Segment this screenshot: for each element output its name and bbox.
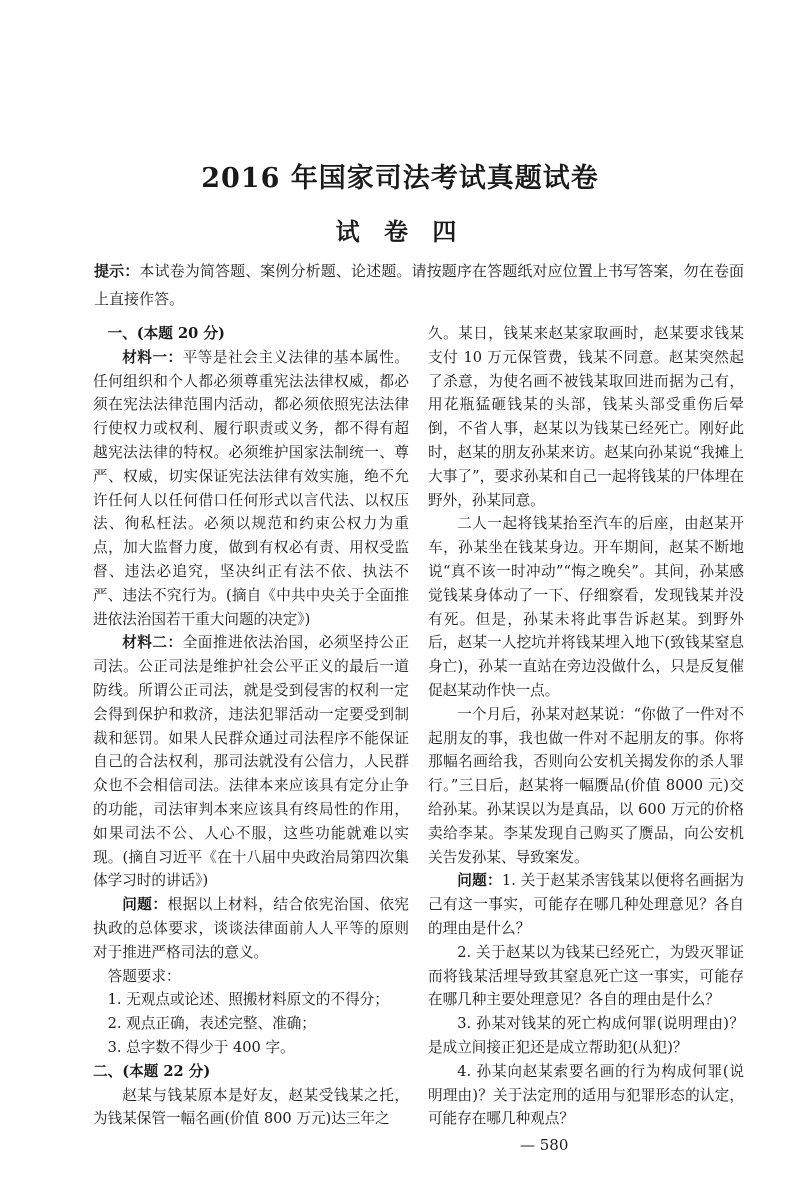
question-1-label: 问题： xyxy=(122,896,168,914)
material-2-text: 全面推进依法治国，必须坚持公正司法。公正司法是维护社会公平正义的最后一道防线。所谓公正司法，就是受到侵害的权利一定会得到保护和救济，违法犯罪活动一定要受到制裁和惩罚。如果人民群众通过司法程序不能保证自己的合法权利，那司法就没有公信力，人民群众也不会相信司法。法律本来应该具有定分止争的功能，司法审判本来应该具有终局性的作用，如果司法不公、人心不服，这些功能就难以实现。(摘自习近平《在十八届中央政治局第四次集体学习时的讲话》) xyxy=(93,634,409,890)
paper-subtitle: 试 卷 四 xyxy=(335,217,465,246)
question-2-item-3: 3. 孙某对钱某的死亡构成何罪(说明理由)？是成立间接正犯还是成立帮助犯(从犯)？ xyxy=(428,1015,744,1056)
notice-text: 本试卷为简答题、案例分析题、论述题。请按题序在答题纸对应位置上书写答案，勿在卷面上直接作答。 xyxy=(94,262,744,308)
case-paragraph-2: 二人一起将钱某抬至汽车的后座，由赵某开车，孙某坐在钱某身边。开车期间，赵某不断地说“真不该一时冲动”“悔之晚矣”。其间，孙某感觉钱某身体动了一下、仔细察看，发现钱某并没有死。但是，孙某未将此事告诉赵某。到野外后，赵某一人挖坑并将钱某埋入地下(致钱某窒息身亡)，孙某一直站在旁边没做什么，只是反复催促赵某动作快一点。 xyxy=(428,515,744,699)
notice-label: 提示： xyxy=(94,262,140,280)
question-2-label: 问题： xyxy=(457,872,502,890)
question-2-text-1: 1. 关于赵某杀害钱某以便将名画据为己有这一事实，可能存在哪几种处理意见？各自的理由是什么？ xyxy=(428,872,744,937)
page-number: — 580 xyxy=(520,1136,569,1154)
question-2-item-1 xyxy=(428,869,744,940)
requirements-title: 答题要求： xyxy=(107,967,181,985)
material-1-label: 材料一： xyxy=(122,348,183,366)
question-2-item-4: 4. 孙某向赵某索要名画的行为构成何罪(说明理由)？关于法定刑的适用与犯罪形态的认定，可能存在哪几种观点？ xyxy=(428,1062,744,1128)
material-1 xyxy=(93,346,409,632)
section-1-title: 一、(本题 20 分) xyxy=(107,325,225,342)
question-1 xyxy=(93,893,409,964)
question-1-text: 根据以上材料，结合依宪治国、依宪执政的总体要求，谈谈法律面前人人平等的原则对于推进严格司法的意义。 xyxy=(93,896,409,961)
material-2-label: 材料二： xyxy=(122,634,183,652)
case-paragraph-1: 久。某日，钱某来赵某家取画时，赵某要求钱某支付 10 万元保管费，钱某不同意。赵某突然起了杀意，为使名画不被钱某取回进而据为己有，用花瓶猛砸钱某的头部，钱某头部受重伤后晕倒，不省人事，赵某以为钱某已经死亡。刚好此时，赵某的朋友孙某来访。赵某向孙某说“我摊上大事了”，要求孙某和自己一起将钱某的尸体埋在野外，孙某同意。 xyxy=(428,325,744,509)
material-1-text: 平等是社会主义法律的基本属性。任何组织和个人都必须尊重宪法法律权威，都必须在宪法法律范围内活动，都必须依照宪法法律行使权力或权利、履行职责或义务，都不得有超越宪法法律的特权。必须维护国家法制统一、尊严、权威，切实保证宪法法律有效实施，绝不允许任何人以任何借口任何形式以言代法、以权压法、徇私枉法。必须以规范和约束公权力为重点，加大监督力度，做到有权必有责、用权受监督、违法必追究，坚决纠正有法不依、执法不严、违法不究行为。(摘自《中共中央关于全面推进依法治国若干重大问题的决定》) xyxy=(93,348,409,628)
requirement-item: 3. 总字数不得少于 400 字。 xyxy=(107,1038,295,1056)
exam-notice xyxy=(94,257,744,313)
case-paragraph-3: 一个月后，孙某对赵某说：“你做了一件对不起朋友的事，我也做一件对不起朋友的事。你将那幅名画给我，否则向公安机关揭发你的杀人罪行。”三日后，赵某将一幅赝品(价值 8000 元)交给孙某。孙某误以为是真品，以 600 万元的价格卖给李某。李某发现自己购买了赝品，向公安机关告发孙某、导致案发。 xyxy=(428,705,744,866)
page-title: 2016 年国家司法考试真题试卷 xyxy=(201,163,599,194)
material-2 xyxy=(93,631,409,893)
requirement-item: 1. 无观点或论述、照搬材料原文的不得分； xyxy=(107,991,389,1009)
right-column xyxy=(428,322,744,1131)
requirement-item: 2. 观点正确，表述完整、准确； xyxy=(107,1015,316,1033)
left-column xyxy=(93,322,409,1131)
case-text-start: 赵某与钱某原本是好友，赵某受钱某之托，为钱某保管一幅名画(价值 800 万元)达三年之 xyxy=(93,1086,409,1128)
section-2-title: 二、(本题 22 分) xyxy=(93,1062,211,1080)
question-2-item-2: 2. 关于赵某以为钱某已经死亡，为毁灭罪证而将钱某活埋导致其窒息死亡这一事实，可能存在哪几种主要处理意见？各自的理由是什么？ xyxy=(428,943,744,1009)
